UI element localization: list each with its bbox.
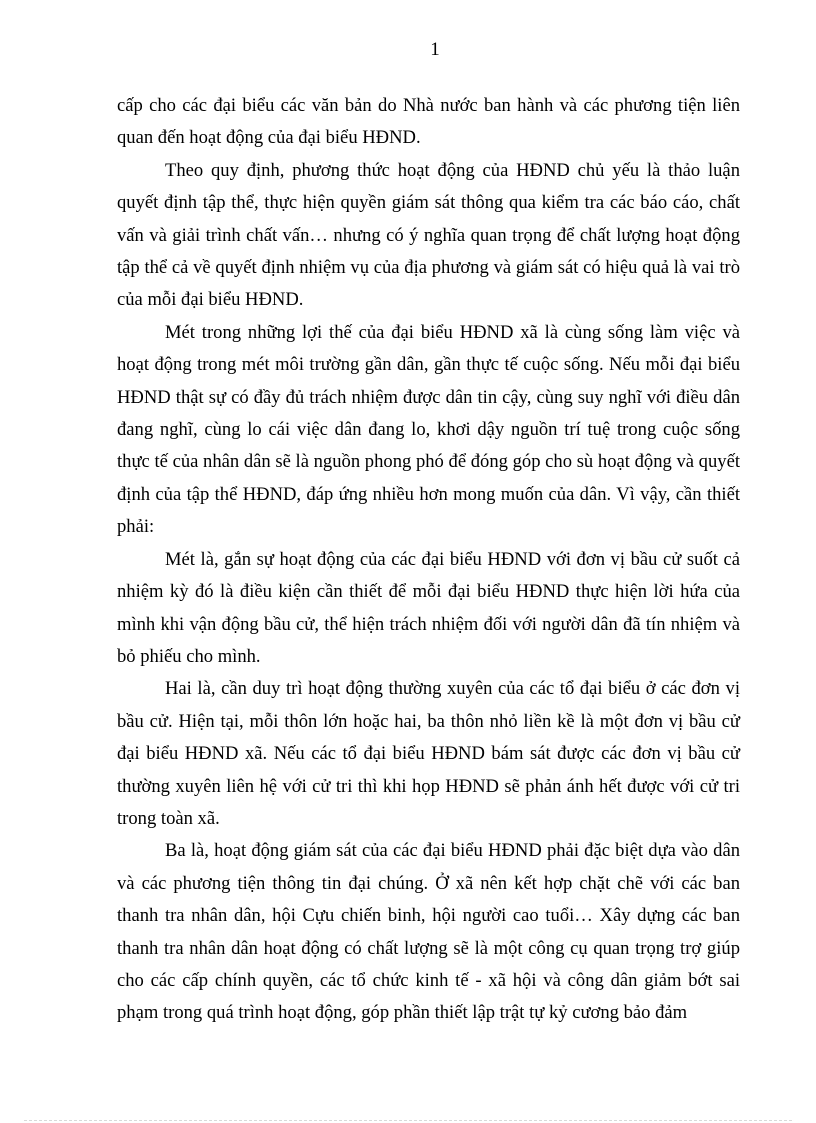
- page-bottom-divider: [24, 1120, 792, 1121]
- page-number: 1: [430, 39, 440, 60]
- paragraph: Mét trong những lợi thế của đại biểu HĐND xã là cùng sống làm việc và hoạt động trong mét môi trường gần dân, gần thực tế cuộc sống. Nếu mỗi đại biểu HĐND thật sự có đầy đủ trách nhiệm được dân tin cậy, cùng suy nghĩ với điều dân đang nghĩ, cùng lo cái việc dân đang lo, khơi dậy nguồn trí tuệ trong cuộc sống thực tế của nhân dân sẽ là nguồn phong phó để đóng góp cho sù hoạt động và quyết định của tập thể HĐND, đáp ứng nhiều hơn mong muốn của dân. Vì vậy, cần thiết phải:: [117, 321, 740, 538]
- paragraph: Theo quy định, phương thức hoạt động của HĐND chủ yếu là thảo luận quyết định tập thể, thực hiện quyền giám sát thông qua kiểm tra các báo cáo, chất vấn và giải trình chất vấn… nhưng có ý nghĩa quan trọng để chất lượng hoạt động tập thể cả về quyết định nhiệm vụ của địa phương và giám sát có hiệu quả là vai trò của mỗi đại biểu HĐND.: [117, 159, 740, 311]
- paragraph: cấp cho các đại biểu các văn bản do Nhà nước ban hành và các phương tiện liên quan đến hoạt động của đại biểu HĐND.: [117, 95, 740, 149]
- paragraph: Hai là, cần duy trì hoạt động thường xuyên của các tổ đại biểu ở các đơn vị bầu cử. Hiện tại, mỗi thôn lớn hoặc hai, ba thôn nhỏ liền kề là một đơn vị bầu cử đại biểu HĐND xã. Nếu các tổ đại biểu HĐND bám sát được các đơn vị bầu cử thường xuyên liên hệ với cử tri thì khi họp HĐND sẽ phản ánh hết được với cử tri trong toàn xã.: [117, 678, 740, 829]
- document-body: [117, 90, 740, 1030]
- paragraph: Mét là, gắn sự hoạt động của các đại biểu HĐND với đơn vị bầu cử suốt cả nhiệm kỳ đó là điều kiện cần thiết để mỗi đại biểu HĐND thực hiện lời hứa của mình khi vận động bầu cử, thể hiện trách nhiệm đối với người dân đã tín nhiệm và bỏ phiếu cho mình.: [117, 548, 740, 667]
- paragraph: Ba là, hoạt động giám sát của các đại biểu HĐND phải đặc biệt dựa vào dân và các phương tiện thông tin đại chúng. Ở xã nên kết hợp chặt chẽ với các ban thanh tra nhân dân, hội Cựu chiến binh, hội người cao tuổi… Xây dựng các ban thanh tra nhân dân hoạt động có chất lượng sẽ là một công cụ quan trọng trợ giúp cho các cấp chính quyền, các tổ chức kinh tế - xã hội và công dân giảm bớt sai phạm trong quá trình hoạt động, góp phần thiết lập trật tự kỷ cương bảo đảm: [117, 840, 740, 1024]
